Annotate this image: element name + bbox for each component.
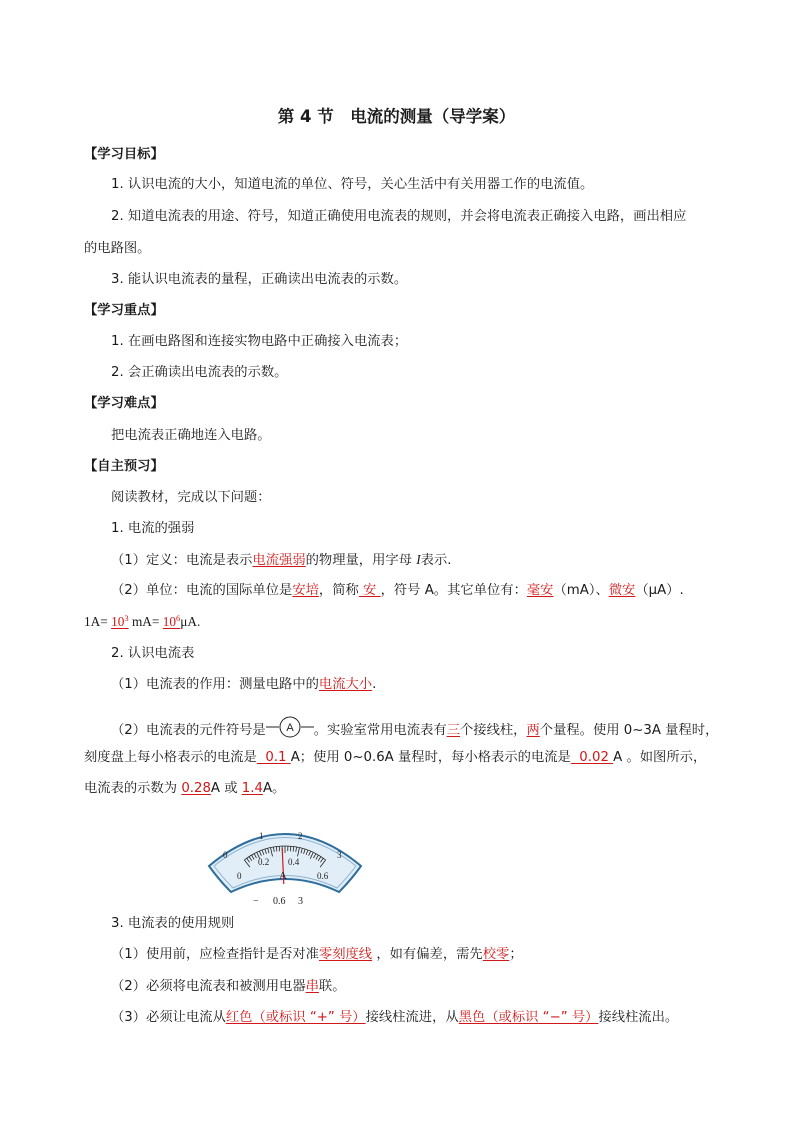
- ammeter-diagram: [205, 816, 365, 912]
- definition-text-a: （1）定义：电流是表示: [111, 553, 253, 568]
- unit-text-c: ，符号 A。其它单位有：: [380, 583, 527, 598]
- ammeter-symbol-letter: A: [286, 722, 294, 734]
- answer-an: 安: [358, 583, 381, 598]
- symbol-line: [111, 716, 718, 740]
- goal-item-2-line-2: 的电路图。: [84, 241, 151, 256]
- role-text-a: （1）电流表的作用：测量电路中的: [111, 677, 319, 692]
- conversion-text-a: 1A=: [84, 614, 112, 629]
- answer-0-1: 0.1: [256, 750, 291, 765]
- rule-3-text-b: 接线柱流进，从: [365, 1010, 459, 1025]
- reading-text-c: A。: [262, 781, 286, 796]
- ten-base-2: 10: [162, 614, 177, 629]
- answer-milliampere: 毫安: [526, 583, 554, 598]
- definition-line: [111, 551, 452, 570]
- rule-1-text-a: （1）使用前，应检查指针是否对准: [111, 947, 319, 962]
- rule-1-text-c: ；: [509, 947, 523, 962]
- key-points-heading: 【学习重点】: [84, 303, 164, 318]
- goal-item-1: 1. 认识电流的大小，知道电流的单位、符号，关心生活中有关用器工作的电流值。: [111, 177, 594, 192]
- terminal-0-6: 0.6: [273, 896, 286, 907]
- rule-3-text-a: （3）必须让电流从: [111, 1010, 226, 1025]
- answer-0-02: 0.02: [570, 750, 614, 765]
- terminal-negative: −: [253, 896, 259, 907]
- answer-ampere: 安培: [292, 583, 319, 598]
- unit-text-e: （μA）.: [635, 583, 684, 598]
- rule-2-line: [111, 978, 346, 996]
- role-line: [111, 676, 376, 694]
- dial-text-c: A 。如图所示，: [613, 750, 707, 765]
- lower-scale-2: 0.4: [288, 857, 300, 867]
- rule-1-line: [111, 946, 523, 964]
- unit-text-d: （mA）、: [553, 583, 609, 598]
- answer-series: 串: [305, 979, 319, 994]
- definition-text-c: 表示.: [420, 553, 452, 568]
- upper-scale-2: 2: [298, 831, 303, 841]
- answer-1-4: 1.4: [241, 781, 263, 796]
- goals-heading: 【学习目标】: [84, 147, 164, 162]
- symbol-text-a: （2）电流表的元件符号是: [111, 723, 266, 738]
- answer-current-magnitude: 电流大小: [318, 677, 373, 692]
- section-1-title: 1. 电流的强弱: [111, 521, 195, 536]
- dial-line: [84, 749, 706, 767]
- goal-item-2-line-1: 2. 知道电流表的用途、符号，知道正确使用电流表的规则，并会将电流表正确接入电路，画出相应: [111, 209, 687, 224]
- conversion-text-b: mA=: [128, 614, 163, 629]
- answer-red-terminal: 红色（或标识 “+” 号）: [225, 1010, 366, 1025]
- conversion-line: [84, 613, 200, 631]
- dial-text-b: A；使用 0~0.6A 量程时，每小格表示的电流是: [290, 750, 571, 765]
- answer-two: 两: [526, 723, 540, 738]
- rule-3-text-c: 接线柱流出。: [598, 1010, 679, 1025]
- section-3-title: 3. 电流表的使用规则: [111, 916, 235, 931]
- exponent-6: 6: [176, 613, 181, 623]
- page-title: 第 4 节 电流的测量（导学案）: [277, 107, 516, 126]
- ammeter-body: [209, 834, 361, 892]
- rule-1-text-b: ，如有偏差，需先: [372, 947, 483, 962]
- unit-line: [111, 582, 684, 600]
- ammeter-unit-label: A: [279, 870, 287, 882]
- role-text-b: .: [372, 677, 377, 692]
- answer-zero-adjust: 校零: [482, 947, 510, 962]
- difficult-item-1: 把电流表正确地连入电路。: [111, 428, 271, 443]
- key-point-2: 2. 会正确读出电流表的示数。: [111, 365, 288, 380]
- answer-black-terminal: 黑色（或标识 “−” 号）: [458, 1010, 599, 1025]
- definition-text-b: 的物理量，用字母: [305, 553, 417, 568]
- answer-three: 三: [446, 723, 460, 738]
- goal-item-3: 3. 能认识电流表的量程，正确读出电流表的示数。: [111, 272, 408, 287]
- current-symbol: I: [416, 552, 421, 567]
- difficult-heading: 【学习难点】: [84, 396, 164, 411]
- lower-scale-3: 0.6: [317, 871, 329, 881]
- upper-scale-1: 1: [259, 831, 264, 841]
- answer-zero-line: 零刻度线: [318, 947, 373, 962]
- key-point-1: 1. 在画电路图和连接实物电路中正确接入电流表；: [111, 334, 408, 349]
- section-2-title: 2. 认识电流表: [111, 646, 195, 661]
- upper-scale-3: 3: [337, 850, 342, 860]
- ammeter-symbol-icon: [266, 716, 314, 738]
- answer-ten-cubed: [111, 614, 129, 629]
- rule-3-line: [111, 1009, 678, 1027]
- terminal-3: 3: [298, 896, 303, 907]
- symbol-text-b: 。实验室常用电流表有: [313, 723, 447, 738]
- symbol-text-d: 个量程。使用 0~3A 量程时，: [539, 723, 719, 738]
- lower-scale-0: 0: [237, 871, 242, 881]
- exponent-3: 3: [124, 613, 129, 623]
- upper-scale-0: 0: [223, 850, 228, 860]
- ten-base-1: 10: [111, 614, 125, 629]
- answer-microampere: 微安: [608, 583, 636, 598]
- reading-text-b: A 或: [210, 781, 242, 796]
- dial-text-a: 刻度盘上每小格表示的电流是: [84, 750, 257, 765]
- preview-intro: 阅读教材，完成以下问题：: [111, 490, 271, 505]
- answer-0-28: 0.28: [181, 781, 211, 796]
- unit-text-b: ，简称: [318, 583, 359, 598]
- answer-current-strength: 电流强弱: [252, 553, 306, 568]
- unit-text-a: （2）单位：电流的国际单位是: [111, 583, 293, 598]
- preview-heading: 【自主预习】: [84, 459, 164, 474]
- reading-text-a: 电流表的示数为: [84, 781, 182, 796]
- answer-ten-sixth: [163, 614, 181, 629]
- rule-2-text-a: （2）必须将电流表和被测用电器: [111, 979, 306, 994]
- reading-line: [84, 780, 285, 798]
- lower-scale-1: 0.2: [258, 857, 270, 867]
- rule-2-text-b: 联。: [318, 979, 346, 994]
- symbol-text-c: 个接线柱，: [460, 723, 527, 738]
- conversion-text-c: μA.: [180, 614, 201, 629]
